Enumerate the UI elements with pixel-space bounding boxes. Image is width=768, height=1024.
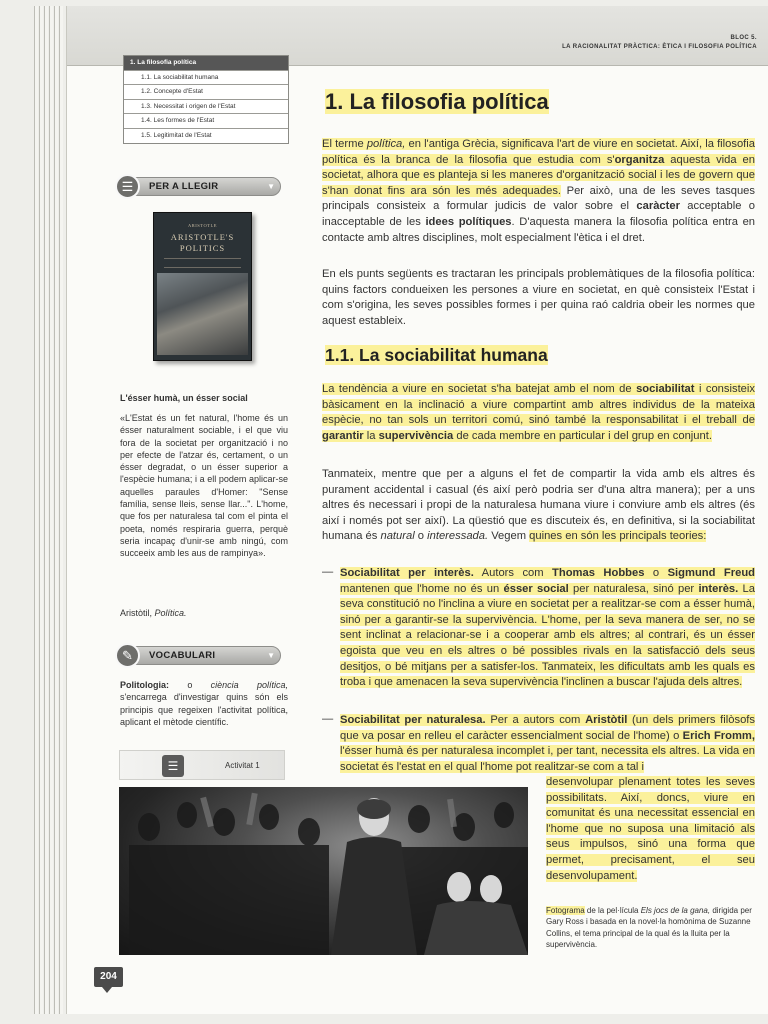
vocabulari-header[interactable] [115,643,283,668]
text-part: o [644,567,668,579]
bullet-sociabilitat-per-interes [340,566,755,691]
subsection-heading [325,345,548,366]
bullet-title: Sociabilitat per interès. [340,567,474,579]
toc-item-1-1[interactable]: 1.1. La sociabilitat humana [124,71,288,86]
author-freud: Sigmund Freud [667,567,755,579]
term-interessada: interessada. [427,530,489,543]
text-part: l'ésser humà és per naturalesa incomplet i, per tant, necessita els altres. La vida en societat és l'estat en el qual l'home pot realitzar-se com a tal i [340,745,755,773]
chevron-down-icon: ▼ [267,182,275,191]
text-part: aquesta vida en societat, alhora que es planteja si les maneres d'organització social i les de govern que s'han donat fins ara són les més adequades. [322,153,756,197]
author-fromm: Erich Fromm, [682,729,755,742]
toc-item-1[interactable]: 1. La filosofia política [124,56,288,71]
caption-text-part: de la pel·lícula [584,906,641,915]
toc-item-1-5[interactable]: 1.5. Legitimitat de l'Estat [141,131,212,139]
theories-intro: quines en són les principals teories: [529,530,707,543]
term-supervivencia: supervivència [378,429,454,442]
text-part: La seva constitució no l'inclina a viure en societat per a realitzar-se com a ésser humà, sinó per a garantir-se la supervivència. L'home, per la seva manera de ser, no se sent inclinat a relacionar-se i a cooperar amb els altres; al contrari, és un ésser egoista que veu en els altres o bé possibles rivals en la satisfacció dels seus desitjos, o bé mitjans per a satisfer-los. Tanmateix, les dificultats amb les quals es troba i que amenacen la seva supervivència l'inclinen a buscar l'ajuda dels altres. [340,582,755,689]
term-sociabilitat: sociabilitat [636,383,695,395]
per-a-llegir-label: PER A LLEGIR [149,181,219,192]
film-still-photo [119,787,528,955]
unit-title: LA RACIONALITAT PRÀCTICA: ÈTICA I FILOSOFIA POLÍTICA [562,44,757,50]
text-part: Vegem [488,530,530,543]
bullet-title: Sociabilitat per naturalesa. [340,714,486,726]
text-part: Per a autors com [485,714,586,726]
text-part: Autors com [473,567,553,579]
bullet-dash: — [322,566,334,578]
book-subtitle-rule [164,258,241,268]
term-esser-social: ésser social [503,582,569,595]
book-title-line-1: ARISTOTLE'S [170,232,235,242]
term-politica: política, [366,138,406,150]
intro-paragraph [322,137,755,246]
book-cover-aristotle-politics [153,212,252,361]
text-part: o [414,530,428,543]
vocab-term-alt: ciència política, [210,680,288,690]
text-part: Per això, una de les seves tasques principals consisteix a formular judicis de valor sobre el [322,184,755,213]
text-part: El terme [322,138,367,150]
toc-item-1-4[interactable]: 1.4. Les formes de l'Estat [124,114,288,129]
activitat-button[interactable] [119,750,285,780]
vocab-term: Politologia: [120,680,169,690]
aside-quote: «L'Estat és un fet natural, l'home és un ésser naturalment sociable, i el que viu fora de la societat per organització i no per efecte de l'atzar és, certament, o un ésser degradat, o un ésser superior a l'espècie humana; i a ell podem aplicar-se aquelles paraules d'Homer: "Sense família, sense lleis, sense llar...". L'home, que fos per naturalesa tal com el pinta el poeta, només respiraria guerra, perquè seria incapaç d'unir-se amb ningú, com succeeix amb les aus de rampinya». [120,413,288,559]
cite-work: Política. [154,608,187,618]
overview-paragraph: En els punts següents es tractaran les principals problemàtiques de la filosofia política: quins factors condueixen les persones a viure en societat, en què consisteix l'Estat i com s'origina, les seves possibles formes i per quina raó caldria obeir les normes que aquest estableix. [322,268,755,327]
page-number: 204 [94,967,123,987]
term-garantir: garantir [322,429,364,442]
pen-icon: ✎ [115,643,140,668]
vocab-text-part: s'encarrega d'investigar quins són els principis que regeixen l'activitat política, aplicant el mètode científic. [120,692,288,727]
text-part: per naturalesa, sinó per [568,582,699,595]
text-part: La tendència a viure en societat s'ha batejat amb el nom de [322,383,637,395]
toc-item-1-2[interactable]: 1.2. Concepte d'Estat [124,85,288,100]
text-part: i consisteix bàsicament en la inclinació a viure compartint amb altres individus de la mateixa espècie, no tan sols un territori comú, sinó també la responsabilitat i el treball de [322,383,755,427]
bloc-number: BLOC 5. [730,35,757,41]
text-part: la [363,429,379,442]
theories-paragraph [322,467,755,545]
vocab-text-part: o [169,680,211,690]
bullet-sociabilitat-per-naturalesa [340,713,755,775]
crowd-scene-illustration [119,787,528,955]
section-heading-text: 1. La filosofia política [325,89,549,114]
vocabulari-label: VOCABULARI [149,650,216,661]
cite-author: Aristòtil, [120,608,155,618]
text-part: en l'antiga Grècia, significava l'art de viure en societat. Així, la filosofia política és la branca de la filosofia que estudia com s' [322,138,755,166]
book-icon: ☰ [115,174,140,199]
per-a-llegir-header[interactable] [115,174,283,199]
aside-citation [120,607,280,619]
term-natural: natural [380,530,415,543]
subsection-heading-text: 1.1. La sociabilitat humana [325,345,548,365]
caption-text-part: dirigida per Gary Ross i basada en la novel·la homònima de Suzanne Collins, el tema principal de la qual és la lluita per la supervivència. [546,906,752,949]
book-title-line-2: POLITICS [179,243,226,253]
bullet-dash: — [322,713,334,725]
book-cover-illustration [157,273,248,355]
caption-label: Fotograma [546,906,585,915]
textbook-page [66,6,768,1014]
caption-film-title: Els jocs de la gana, [640,906,711,915]
sociabilitat-paragraph [322,382,755,444]
text-part: de cada membre en particular i del grup en conjunt. [453,429,712,442]
section-heading [325,89,549,115]
toc-item-1-3[interactable]: 1.3. Necessitat i origen de l'Estat [124,100,288,115]
aside-title: L'ésser humà, un ésser social [120,393,248,403]
author-hobbes: Thomas Hobbes [552,567,645,579]
term-idees-politiques: idees polítiques [425,215,512,228]
author-aristotil: Aristòtil [585,714,628,726]
text-part: (un dels primers filòsofs que va posar en relleu el caràcter essencialment social de l'home) o [340,714,755,742]
text-part: desenvolupar plenament totes les seves possibilitats. Així, doncs, viure en comunitat és una necessitat essencial en l'home que no suposa una limitació als seus impulsos, sinó una forma que permet, precisament, el seu desenvolupament. [546,776,755,882]
header-text [562,34,757,52]
term-organitza: organitza [614,153,665,166]
vocabulari-definition [120,679,288,728]
text-part: mantenen que l'home no és un [340,582,504,595]
chevron-down-icon: ▼ [267,651,275,660]
list-icon: ☰ [162,755,184,777]
text-part: Tanmateix, mentre que per a alguns el fet de compartir la vida amb els altres és purament accidental i casual (és així però podria ser d'una altra manera); per a uns altres és necessari i propi de la naturalesa humana viure i conviure amb els altres (és així i només pot ser així). La qüestió que es discuteix és, en definitiva, si la sociabilitat humana és [322,468,755,543]
section-index [123,55,289,144]
book-title [154,232,251,254]
activitat-label: Activitat 1 [225,761,260,770]
book-author: ARISTOTLE [188,223,217,228]
photo-caption [546,905,756,950]
bullet-sociabilitat-per-naturalesa-cont [546,775,755,884]
text-part: . D'aquesta manera la filosofia política entra en contacte amb altres disciplines, molt especialment l'ètica i el dret. [322,215,756,244]
text-part: acceptable o inacceptable de les [322,200,756,228]
term-interes: interès. [698,582,739,595]
term-caracter: caràcter [636,200,680,213]
